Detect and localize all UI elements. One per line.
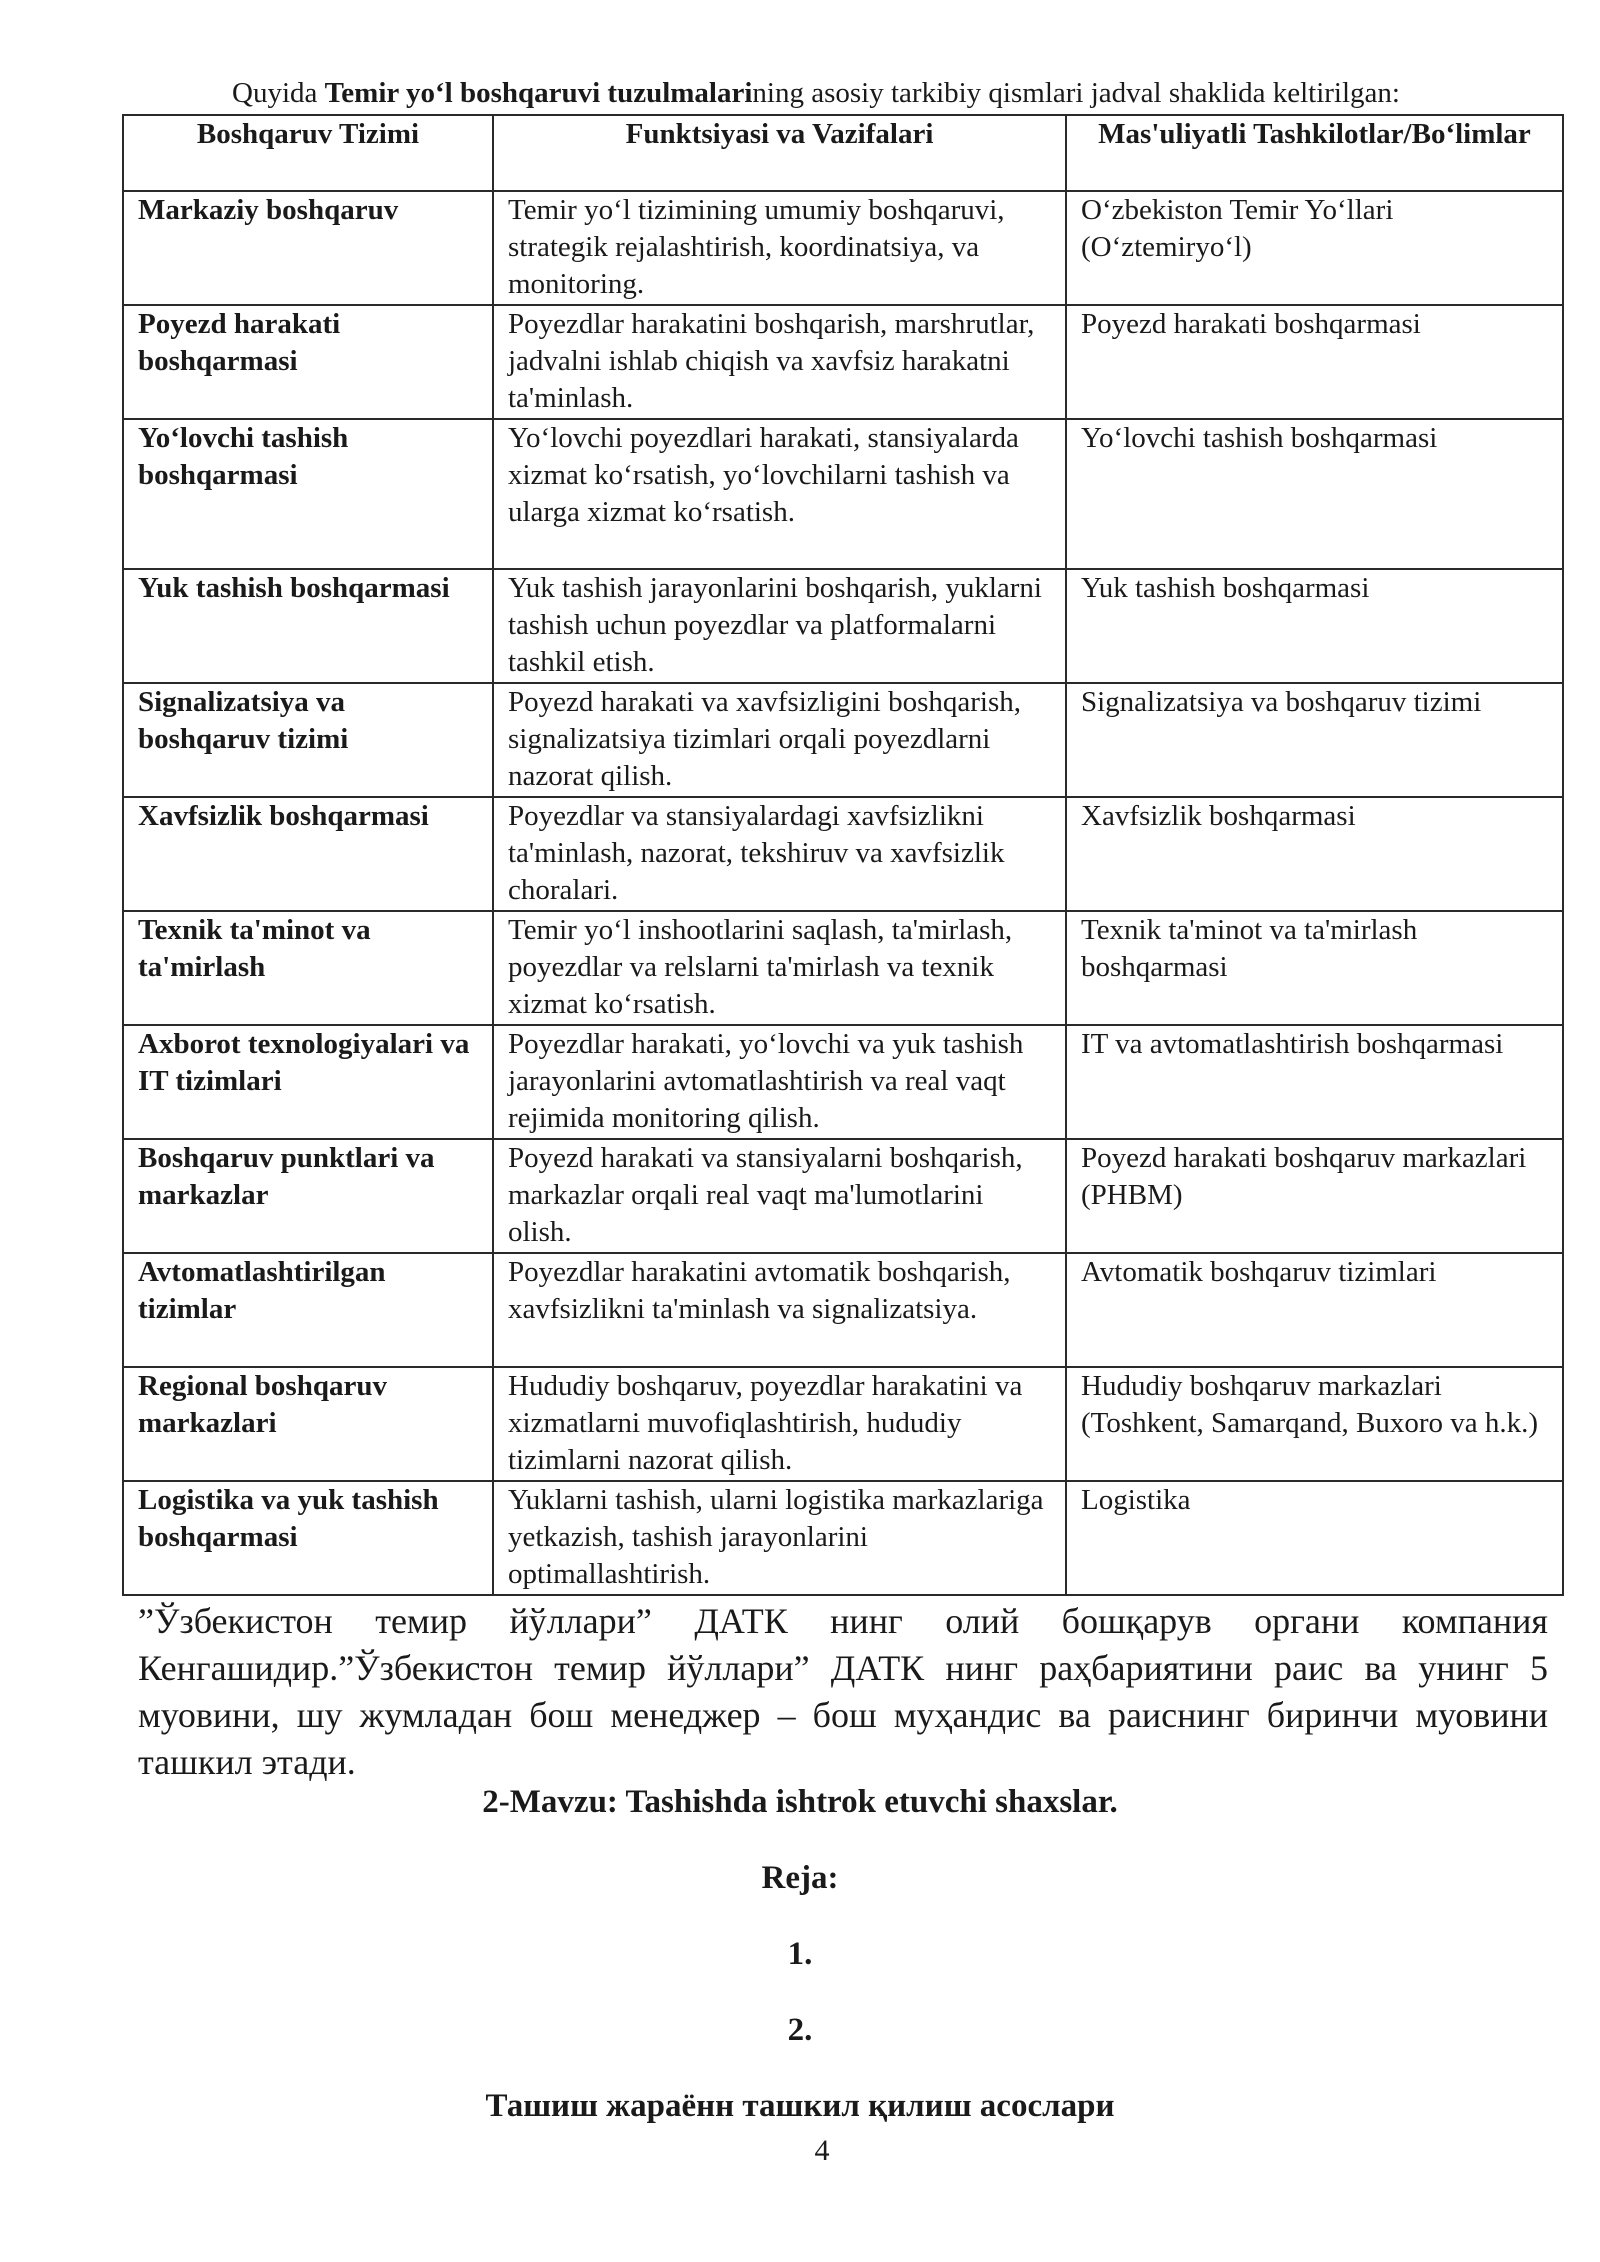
table-row: [123, 419, 1563, 569]
page-number: 4: [814, 2134, 830, 2167]
cell-system: Logistika va yuk tashish boshqarmasi: [123, 1481, 493, 1595]
cell-organization: Yo‘lovchi tashish boshqarmasi: [1066, 419, 1563, 569]
cell-organization: Texnik ta'minot va ta'mirlash boshqarmasi: [1066, 911, 1563, 1025]
cell-system: Texnik ta'minot va ta'mirlash: [123, 911, 493, 1025]
table-header-row: [123, 115, 1563, 191]
cell-function: Yuk tashish jarayonlarini boshqarish, yuklarni tashish uchun poyezdlar va platformalarni tashkil etish.: [493, 569, 1066, 683]
cell-function: Poyezdlar harakatini boshqarish, marshrutlar, jadvalni ishlab chiqish va xavfsiz harakatni ta'minlash.: [493, 305, 1066, 419]
cell-function: Poyezdlar harakatini avtomatik boshqarish, xavfsizlikni ta'minlash va signalizatsiya.: [493, 1253, 1066, 1367]
table-row: [123, 1367, 1563, 1481]
cell-function: Hududiy boshqaruv, poyezdlar harakatini va xizmatlarni muvofiqlashtirish, hududiy tizimlarni nazorat qilish.: [493, 1367, 1066, 1481]
plan-item: 1.: [787, 1936, 813, 1972]
cell-system: Axborot texnologiyalari va IT tizimlari: [123, 1025, 493, 1139]
railway-management-table: [122, 114, 1564, 1596]
cell-system: Poyezd harakati boshqarmasi: [123, 305, 493, 419]
cell-system: Yuk tashish boshqarmasi: [123, 569, 493, 683]
cell-organization: Poyezd harakati boshqaruv markazlari (PHBM): [1066, 1139, 1563, 1253]
intro-suffix: ning asosiy tarkibiy qismlari jadval shaklida keltirilgan:: [752, 77, 1400, 109]
header-function: Funktsiyasi va Vazifalari: [493, 115, 1066, 191]
table-row: [123, 1481, 1563, 1595]
cell-system: Yo‘lovchi tashish boshqarmasi: [123, 419, 493, 569]
cell-system: Regional boshqaruv markazlari: [123, 1367, 493, 1481]
cell-system: Xavfsizlik boshqarmasi: [123, 797, 493, 911]
body-paragraph: ”Ўзбекистон темир йўллари” ДАТК нинг олий бошқарув органи компания Кенгашидир.”Ўзбекистон темир йўллари” ДАТК нинг раҳбариятини раис ва унинг 5 муовини, шу жумладан бош менеджер – бош муҳандис ва раиснинг биринчи муовини ташкил этади.: [138, 1601, 1548, 1782]
cell-function: Temir yo‘l tizimining umumiy boshqaruvi, strategik rejalashtirish, koordinatsiya, va monitoring.: [493, 191, 1066, 305]
cell-organization: Xavfsizlik boshqarmasi: [1066, 797, 1563, 911]
cell-organization: Signalizatsiya va boshqaruv tizimi: [1066, 683, 1563, 797]
cell-system: Markaziy boshqaruv: [123, 191, 493, 305]
table-row: [123, 1025, 1563, 1139]
cell-function: Poyezd harakati va stansiyalarni boshqarish, markazlar orqali real vaqt ma'lumotlarini olish.: [493, 1139, 1066, 1253]
section-subheading: Ташиш жараённ ташкил қилиш асослари: [485, 2088, 1115, 2124]
cell-function: Poyezdlar harakati, yo‘lovchi va yuk tashish jarayonlarini avtomatlashtirish va real vaqt rejimida monitoring qilish.: [493, 1025, 1066, 1139]
header-organization: Mas'uliyatli Tashkilotlar/Bo‘limlar: [1066, 115, 1563, 191]
cell-organization: O‘zbekiston Temir Yo‘llari (O‘ztemiryo‘l): [1066, 191, 1563, 305]
cell-function: Yuklarni tashish, ularni logistika markazlariga yetkazish, tashish jarayonlarini optimallashtirish.: [493, 1481, 1066, 1595]
cell-function: Yo‘lovchi poyezdlari harakati, stansiyalarda xizmat ko‘rsatish, yo‘lovchilarni tashish va ularga xizmat ko‘rsatish.: [493, 419, 1066, 569]
cell-organization: Avtomatik boshqaruv tizimlari: [1066, 1253, 1563, 1367]
table-row: [123, 1253, 1563, 1367]
intro-sentence: [122, 72, 1562, 114]
table-row: [123, 683, 1563, 797]
table-row: [123, 569, 1563, 683]
cell-organization: Yuk tashish boshqarmasi: [1066, 569, 1563, 683]
table-row: [123, 911, 1563, 1025]
intro-prefix: Quyida: [232, 77, 325, 109]
plan-title: Reja:: [761, 1860, 839, 1896]
topic-heading: 2-Mavzu: Tashishda ishtrok etuvchi shaxslar.: [482, 1784, 1118, 1820]
table-row: [123, 1139, 1563, 1253]
cell-organization: Hududiy boshqaruv markazlari (Toshkent, Samarqand, Buxoro va h.k.): [1066, 1367, 1563, 1481]
cell-organization: Logistika: [1066, 1481, 1563, 1595]
cell-system: Boshqaruv punktlari va markazlar: [123, 1139, 493, 1253]
cell-system: Avtomatlashtirilgan tizimlar: [123, 1253, 493, 1367]
table-row: [123, 305, 1563, 419]
intro-bold-term: Temir yo‘l boshqaruvi tuzulmalari: [324, 77, 753, 109]
table-row: [123, 797, 1563, 911]
cell-function: Temir yo‘l inshootlarini saqlash, ta'mirlash, poyezdlar va relslarni ta'mirlash va texnik xizmat ko‘rsatish.: [493, 911, 1066, 1025]
table-row: [123, 191, 1563, 305]
plan-item: 2.: [787, 2012, 813, 2048]
cell-organization: Poyezd harakati boshqarmasi: [1066, 305, 1563, 419]
cell-function: Poyezdlar va stansiyalardagi xavfsizlikni ta'minlash, nazorat, tekshiruv va xavfsizlik choralari.: [493, 797, 1066, 911]
cell-organization: IT va avtomatlashtirish boshqarmasi: [1066, 1025, 1563, 1139]
cell-function: Poyezd harakati va xavfsizligini boshqarish, signalizatsiya tizimlari orqali poyezdlarni nazorat qilish.: [493, 683, 1066, 797]
cell-system: Signalizatsiya va boshqaruv tizimi: [123, 683, 493, 797]
header-system: Boshqaruv Tizimi: [123, 115, 493, 191]
